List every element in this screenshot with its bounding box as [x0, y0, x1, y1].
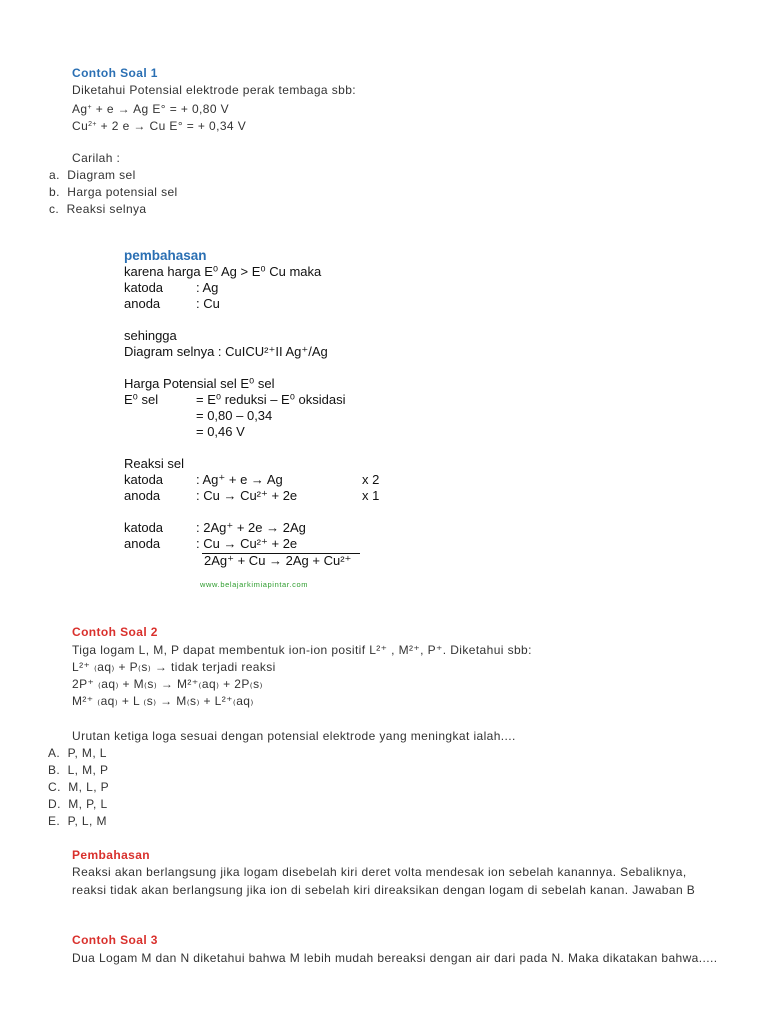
- t-anoda-value: : Cu → Cu²⁺ + 2e: [196, 536, 298, 551]
- soal3-title: Contoh Soal 3: [72, 933, 158, 947]
- esel-value: = E⁰ reduksi – E⁰ oksidasi: [196, 392, 346, 407]
- sehingga: sehingga: [124, 328, 177, 343]
- soal1-title: Contoh Soal 1: [72, 66, 158, 80]
- esel-step3: = 0,46 V: [196, 424, 245, 439]
- soal3-text: Dua Logam M dan N diketahui bahwa M lebih mudah bereaksi dengan air dari pada N. Maka dikatakan bahwa.....: [72, 951, 718, 965]
- r-katoda-value: : Ag⁺ + e → Ag: [196, 472, 283, 487]
- solution-heading: pembahasan: [124, 248, 207, 263]
- esel-label: E⁰ sel: [124, 392, 159, 407]
- r-anoda-mult: x 1: [362, 488, 380, 503]
- reaksi-heading: Reaksi sel: [124, 456, 184, 471]
- list-item: c. Reaksi selnya: [49, 202, 147, 216]
- t-katoda-value: : 2Ag⁺ + 2e → 2Ag: [196, 520, 306, 535]
- t-anoda-label: anoda: [124, 536, 161, 551]
- list-item: b. Harga potensial sel: [49, 185, 178, 199]
- r-anoda-label: anoda: [124, 488, 161, 503]
- t-katoda-label: katoda: [124, 520, 164, 535]
- soal2-reaction3: M²⁺ ₍aq₎ + L ₍s₎ → M₍s₎ + L²⁺₍aq₎: [72, 694, 254, 708]
- soal1-intro: Diketahui Potensial elektrode perak tembaga sbb:: [72, 83, 357, 97]
- anoda-value: : Cu: [196, 296, 220, 311]
- option-item: D. M, P, L: [48, 797, 108, 811]
- anoda-label: anoda: [124, 296, 161, 311]
- website-watermark: www.belajarkimiapintar.com: [200, 580, 309, 589]
- soal1-carilah: Carilah :: [72, 151, 121, 165]
- soal2-reaction1: L²⁺ ₍aq₎ + P₍s₎ → tidak terjadi reaksi: [72, 660, 276, 674]
- soal2-reaction2: 2P⁺ ₍aq₎ + M₍s₎ → M²⁺₍aq₎ + 2P₍s₎: [72, 677, 263, 691]
- solution-line1: karena harga E⁰ Ag > E⁰ Cu maka: [124, 264, 322, 279]
- pembahasan-title: Pembahasan: [72, 848, 151, 862]
- r-anoda-value: : Cu → Cu²⁺ + 2e: [196, 488, 298, 503]
- pembahasan-text: Reaksi akan berlangsung jika logam disebelah kiri deret volta mendesak ion sebelah kanannya. Sebaliknya, reaksi tidak akan berlangsung jika ion di sebelah kiri direaksikan dengan logam di sebelah kanan. Jawaban B: [72, 865, 696, 897]
- katoda-value: : Ag: [196, 280, 219, 295]
- option-item: C. M, L, P: [48, 780, 110, 794]
- diagram-line: Diagram selnya : CuICU²⁺II Ag⁺/Ag: [124, 344, 328, 359]
- option-item: E. P, L, M: [48, 814, 107, 828]
- katoda-label: katoda: [124, 280, 164, 295]
- list-item: a. Diagram sel: [49, 168, 136, 182]
- soal2-intro: Tiga logam L, M, P dapat membentuk ion-ion positif L²⁺ , M²⁺, P⁺. Diketahui sbb:: [72, 643, 532, 657]
- r-katoda-label: katoda: [124, 472, 164, 487]
- total-reaction: 2Ag⁺ + Cu → 2Ag + Cu²⁺: [204, 553, 352, 568]
- soal2-question: Urutan ketiga loga sesuai dengan potensial elektrode yang meningkat ialah....: [72, 729, 516, 743]
- harga-line: Harga Potensial sel E⁰ sel: [124, 376, 275, 391]
- r-katoda-mult: x 2: [362, 472, 380, 487]
- esel-step2: = 0,80 – 0,34: [196, 408, 273, 423]
- option-item: A. P, M, L: [48, 746, 107, 760]
- soal1-ag-line: Ag+ + e → Ag E° = + 0,80 V: [72, 102, 230, 116]
- soal1-cu-line: $Cu^{2+} + 2$ e → Cu E° = + 0,34 V: [72, 119, 247, 133]
- option-item: B. L, M, P: [48, 763, 109, 777]
- soal2-title: Contoh Soal 2: [72, 625, 158, 639]
